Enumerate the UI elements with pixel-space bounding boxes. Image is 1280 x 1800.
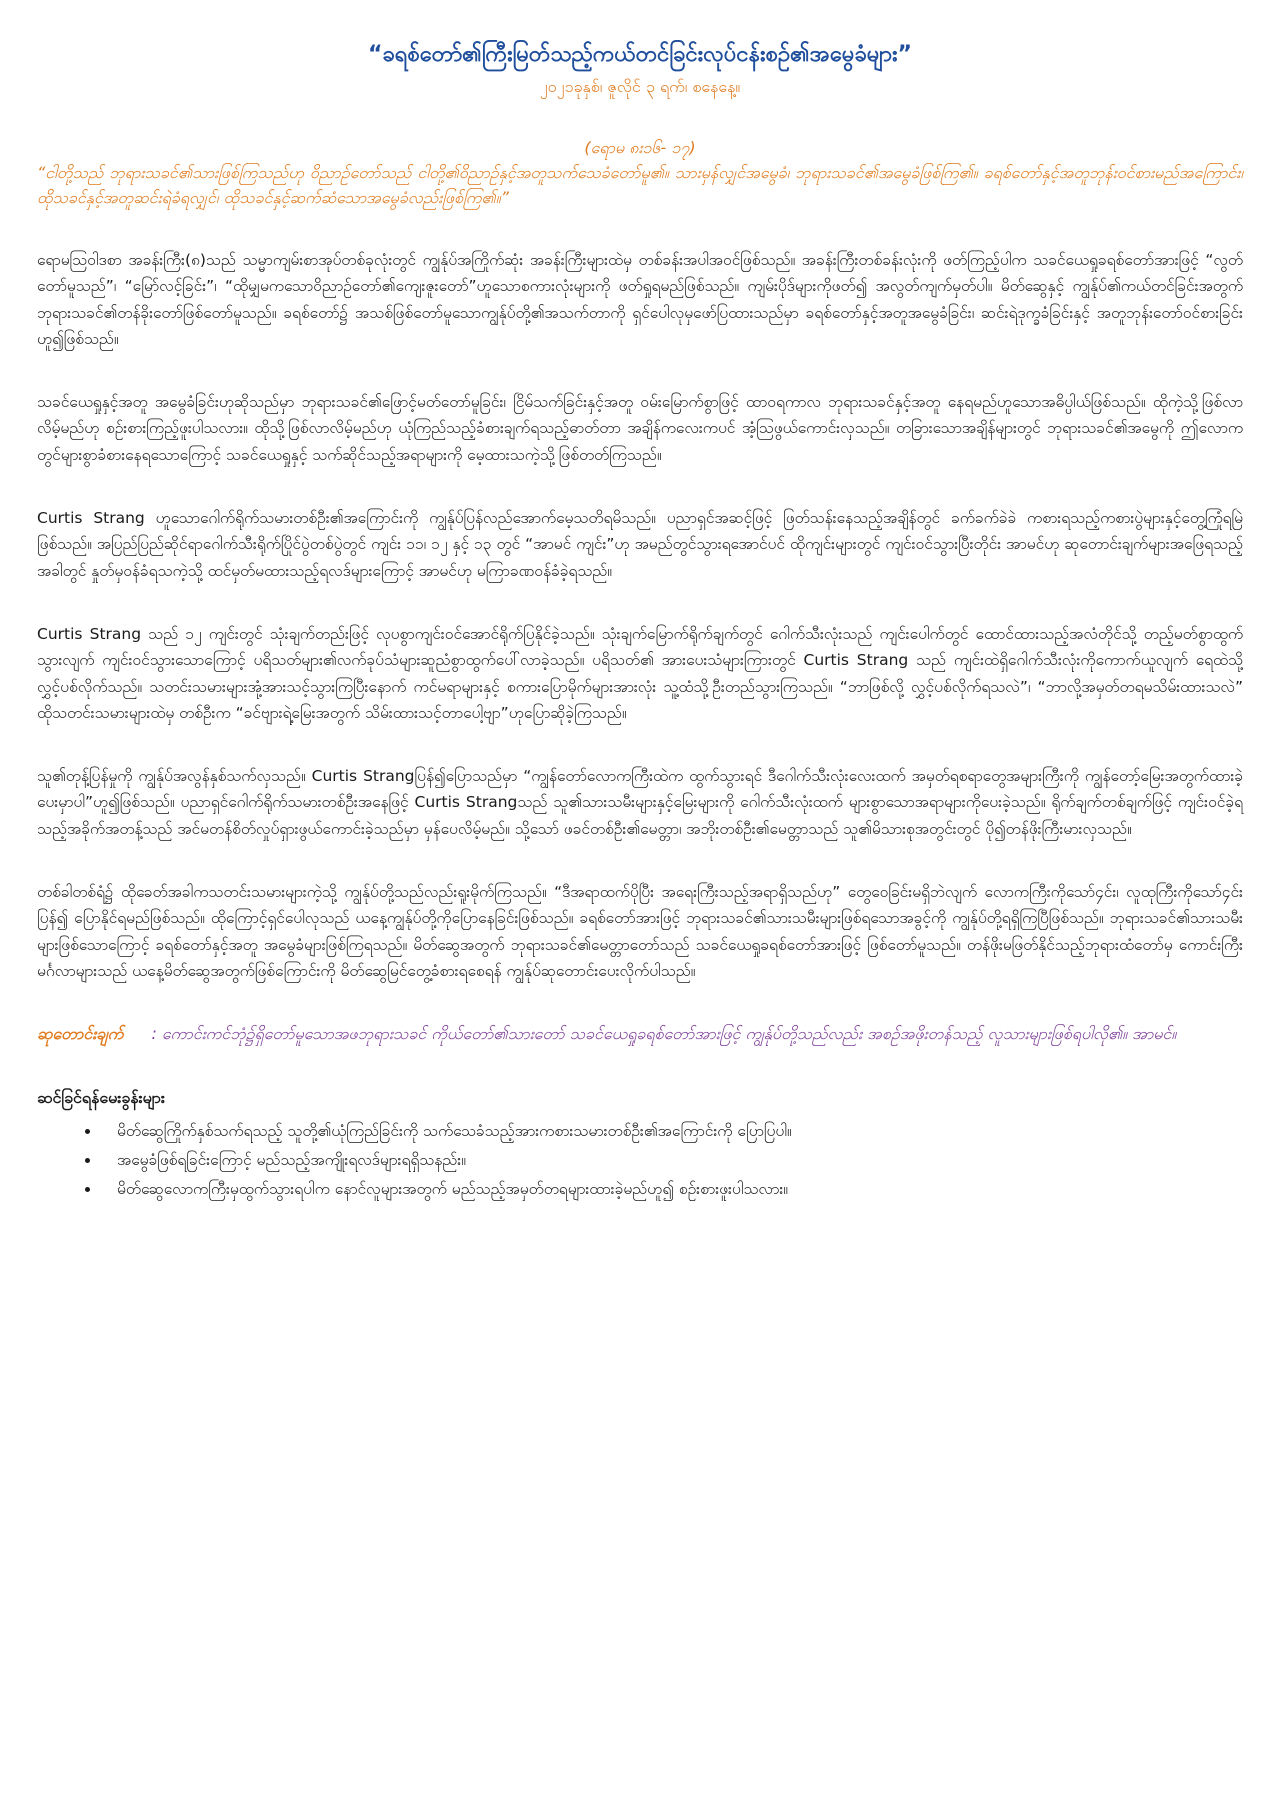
prayer-block (37, 1021, 1243, 1047)
body-paragraph: သူ၏တုန့်ပြန်မှုကို ကျွန်ုပ်အလွန်နှစ်သက်လှသည်။ Curtis Strangပြန်၍ပြောသည်မှာ “ကျွန်တော်လောကကြီးထဲက ထွက်သွားရင် ဒီဂေါက်သီးလုံးလေးထက် အမှတ်ရစရာတွေအများကြီးကို ကျွန်တော့်မြေးအတွက်ထားခဲ့ပေးမှာပါ”ဟူ၍ဖြစ်သည်။ ပညာရှင်ဂေါက်ရိုက်သမားတစ်ဦးအနေဖြင့် Curtis Strangသည် သူ၏သားသမီးများနှင့်မြေးများကို ဂေါက်သီးလုံးထက် များစွာသောအရာများကိုပေးခဲ့သည်။ ရိုက်ချက်တစ်ချက်ဖြင့် ကျင်းဝင်ခဲ့ရသည့်အခိုက်အတန့်သည် အင်မတန်စိတ်လှုပ်ရှားဖွယ်ကောင်းခဲ့သည်မှာ မှန်ပေလိမ့်မည်။ သို့သော် ဖခင်တစ်ဦး၏မေတ္တာ၊ အဘိုးတစ်ဦး၏မေတ္တာသည် သူ၏မိသားစုအတွင်းတွင် ပို၍တန်ဖိုးကြီးမားလှသည်။ (37, 767, 1243, 838)
devotional-page (37, 38, 1243, 1204)
list-item: • မိတ်ဆွေကြိုက်နှစ်သက်ရသည့် သူတို့၏ယုံကြည်ခြင်းကို သက်သေခံသည့်အားကစားသမားတစ်ဦး၏အကြောင်းကို ပြောပြပါ။ (101, 1117, 1243, 1146)
questions-heading: ဆင်ခြင်ရန်မေးခွန်းများ (37, 1088, 165, 1108)
page-title: “ခရစ်တော်၏ကြီးမြတ်သည့်ကယ်တင်ခြင်းလုပ်ငန်းစဉ်၏အမွေခံများ” (368, 42, 912, 67)
body-paragraph: ရောမသြဝါဒစာ အခန်းကြီး(၈)သည် သမ္မာကျမ်းစာအုပ်တစ်ခုလုံးတွင် ကျွန်ုပ်အကြိုက်ဆုံး အခန်းကြီးများထဲမှ တစ်ခန်းအပါအဝင်ဖြစ်သည်။ အခန်းကြီးတစ်ခန်းလုံးကို ဖတ်ကြည့်ပါက သခင်ယေရှုခရစ်တော်အားဖြင့် “လွတ်တော်မူသည်”၊ “မြော်လင့်ခြင်း”၊ “ထိုမျှမကသောဝိညာဉ်တော်၏ကျေးဇူးတော်”ဟူသောစကားလုံးများကို ဖတ်ရှုရမည်ဖြစ်သည်။ ကျမ်းပိုဒ်များကိုဖတ်၍ အလွတ်ကျက်မှတ်ပါ။ မိတ်ဆွေနှင့် ကျွန်ုပ်၏ကယ်တင်ခြင်းအတွက် ဘုရားသခင်၏တန်ခိုးတော်ဖြစ်တော်မူသည်။ ခရစ်တော်၌ အသစ်ဖြစ်တော်မူသောကျွန်ုပ်တို့၏အသက်တာကို ရှင်ပေါလုမှဖော်ပြထားသည်မှာ ခရစ်တော်နှင့်အတူအမွေခံခြင်း၊ ဆင်းရဲဒုက္ခခံခြင်းနှင့် အတူဘုန်းတော်ဝင်စားခြင်း ဟူ၍ဖြစ်သည်။ (37, 251, 1243, 348)
scripture-text: “ငါတို့သည် ဘုရားသခင်၏သားဖြစ်ကြသည်ဟု ဝိညာဉ်တော်သည် ငါတို့၏ဝိညာဉ်နှင့်အတူသက်သေခံတော်မူ၏။ သားမှန်လျှင်အမွေခံ၊ ဘုရားသခင်၏အမွေခံဖြစ်ကြ၏။ ခရစ်တော်နှင့်အတူဘုန်းဝင်စားမည်အကြောင်း၊ ထိုသခင်နှင့်အတူဆင်းရဲခံရလျှင်၊ ထိုသခင်နှင့်ဆက်ဆံသောအမွေခံလည်းဖြစ်ကြ၏။” (37, 163, 1243, 207)
list-item: • အမွေခံဖြစ်ရခြင်းကြောင့် မည်သည့်အကျိုးရလဒ်များရရှိသနည်း။ (101, 1146, 1243, 1175)
body-paragraph: Curtis Strang ဟူသောဂေါက်ရိုက်သမားတစ်ဦး၏အကြောင်းကို ကျွန်ုပ်ပြန်လည်အောက်မေ့သတိရမိသည်။ ပညာရှင်အဆင့်ဖြင့် ဖြတ်သန်းနေသည့်အချိန်တွင် ခက်ခက်ခဲခဲ ကစားရသည့်ကစားပွဲများနှင့်တွေ့ကြုံရမြဲဖြစ်သည်။ အပြည်ပြည်ဆိုင်ရာဂေါက်သီးရိုက်ပြိုင်ပွဲတစ်ပွဲတွင် ကျင်း ၁၁၊ ၁၂ နှင့် ၁၃ တွင် “အာမင် ကျင်း”ဟု အမည်တွင်သွားရအောင်ပင် ထိုကျင်းများတွင် ကျင်းဝင်သွားပြီးတိုင်း အာမင်ဟု ဆုတောင်းချက်များအဖြေရသည့်အခါတွင် နှုတ်မှဝန်ခံရသကဲ့သို့ ထင်မှတ်မထားသည့်ရလဒ်များကြောင့် အာမင်ဟု မကြာခဏဝန်ခံခဲ့ရသည်။ (37, 509, 1243, 580)
scripture-reference: (ရောမ ၈း၁၆- ၁၇) (584, 138, 696, 157)
date-line: ၂၀၂၁ခုနှစ်၊ ဇူလိုင် ၃ ရက်၊ စနေနေ့။ (539, 77, 741, 96)
body-paragraph: Curtis Strang သည် ၁၂ ကျင်းတွင် သုံးချက်တည်းဖြင့် လုပစွာကျင်းဝင်အောင်ရိုက်ပြနိုင်ခဲ့သည်။ သုံးချက်မြောက်ရိုက်ချက်တွင် ဂေါက်သီးလုံးသည် ကျင်းပေါက်တွင် ထောင်ထားသည့်အလံတိုင်သို့ တည့်မတ်စွာထွက်သွားလျက် ကျင်းဝင်သွားသောကြောင့် ပရိသတ်များ၏လက်ခုပ်သံများဆူညံစွာထွက်ပေါ်လာခဲ့သည်။ ပရိသတ်၏ အားပေးသံများကြားတွင် Curtis Strang သည် ကျင်းထဲရှိဂေါက်သီးလုံးကိုကောက်ယူလျက် ရေထဲသို့လွှင့်ပစ်လိုက်သည်။ သတင်းသမားများအုံ့အားသင့်သွားကြပြီးနောက် ကင်မရာများနှင့် စကားပြောမိုက်များအားလုံး သူ့ထံသို့ဦးတည်သွားကြသည်။ “ဘာဖြစ်လို့ လွှင့်ပစ်လိုက်ရသလဲ”၊ “ဘာလို့အမှတ်တရမသိမ်းထားသလဲ” ထိုသတင်းသမားများထဲမှ တစ်ဦးက “ခင်ဗျားရဲ့မြေးအတွက် သိမ်းထားသင့်တာပေါ့ဗျာ”ဟုပြောဆိုခဲ့ကြသည်။ (37, 624, 1243, 722)
list-item: • မိတ်ဆွေလောကကြီးမှထွက်သွားရပါက နောင်လူများအတွက် မည်သည့်အမှတ်တရများထားခဲ့မည်ဟူ၍ စဉ်းစားဖူးပါသလား။ (101, 1175, 1243, 1204)
prayer-text: : ကောင်းကင်ဘုံ၌ရှိတော်မူသောအဖဘုရားသခင် ကိုယ်တော်၏သားတော် သခင်ယေရှုခရစ်တော်အားဖြင့် ကျွန်ုပ်တို့သည်လည်း အစဉ်အဖိုးတန်သည့် လူသားများဖြစ်ရပါလို၏။ အာမင်။ (151, 1024, 1177, 1044)
body-paragraph: တစ်ခါတစ်ရံ၌ ထိုခေတ်အခါကသတင်းသမားများကဲ့သို့ ကျွန်ုပ်တို့သည်လည်းရူးမိုက်ကြသည်။ “ဒီအရာထက်ပိုပြီး အရေးကြီးသည့်အရာရှိသည်ဟု” တွေဝေခြင်းမရှိဘဲလျက် လောကကြီးကိုသော်၄င်း၊ လူထုကြီးကိုသော်၄င်းပြန်၍ ပြောနိုင်ရမည်ဖြစ်သည်။ ထိုကြောင့်ရှင်ပေါလုသည် ယနေ့ကျွန်ုပ်တို့ကိုပြောနေခြင်းဖြစ်သည်။ ခရစ်တော်အားဖြင့် ဘုရားသခင်၏သားသမီးများဖြစ်ရသောအခွင့်ကို ကျွန်ုပ်တို့ရရှိကြပြီဖြစ်သည်။ ဘုရားသခင်၏သားသမီးများဖြစ်သောကြောင့် ခရစ်တော်နှင့်အတူ အမွေခံများဖြစ်ကြရသည်။ မိတ်ဆွေအတွက် ဘုရားသခင်၏မေတ္တာတော်သည် သခင်ယေရှုခရစ်တော်အားဖြင့် ဖြစ်တော်မူသည်။ တန်ဖိုးမဖြတ်နိုင်သည့်ဘုရားထံတော်မှ ကောင်းကြီးမင်္ဂလာများသည် ယနေ့မိတ်ဆွေအတွက်ဖြစ်ကြောင်းကို မိတ်ဆွေမြင်တွေ့ခံစားရစေရန် ကျွန်ုပ်ဆုတောင်းပေးလိုက်ပါသည်။ (37, 883, 1243, 980)
questions-list (37, 1117, 1243, 1204)
body-paragraph: သခင်ယေရှုနှင့်အတူ အမွေခံခြင်းဟုဆိုသည်မှာ ဘုရားသခင်၏ဖြောင့်မတ်တော်မူခြင်း၊ ငြိမ်သက်ခြင်းနှင့်အတူ ဝမ်းမြောက်စွာဖြင့် ထာဝရကာလ ဘုရားသခင်နှင့်အတူ နေရမည်ဟူသောအဓိပ္ပါယ်ဖြစ်သည်။ ထိုကဲ့သို့ဖြစ်လာလိမ့်မည်ဟု စဉ်းစားကြည့်ဖူးပါသလား။ ထိုသို့ဖြစ်လာလိမ့်မည်ဟု ယုံကြည်သည့်ခံစားချက်ရသည့်ဓာတ်တာ အချိန်ကလေးကပင် အံ့သြဖွယ်ကောင်းလှသည်။ တခြားသောအချိန်များတွင် ဘုရားသခင်၏အမွေကို ဤလောကတွင်များစွာခံစားနေရသောကြောင့် သခင်ယေရှုနှင့် သက်ဆိုင်သည့်အရာများကို မေ့ထားသကဲ့သို့ဖြစ်တတ်ကြသည်။ (37, 393, 1243, 464)
prayer-label: ဆုတောင်းချက် (37, 1024, 124, 1044)
